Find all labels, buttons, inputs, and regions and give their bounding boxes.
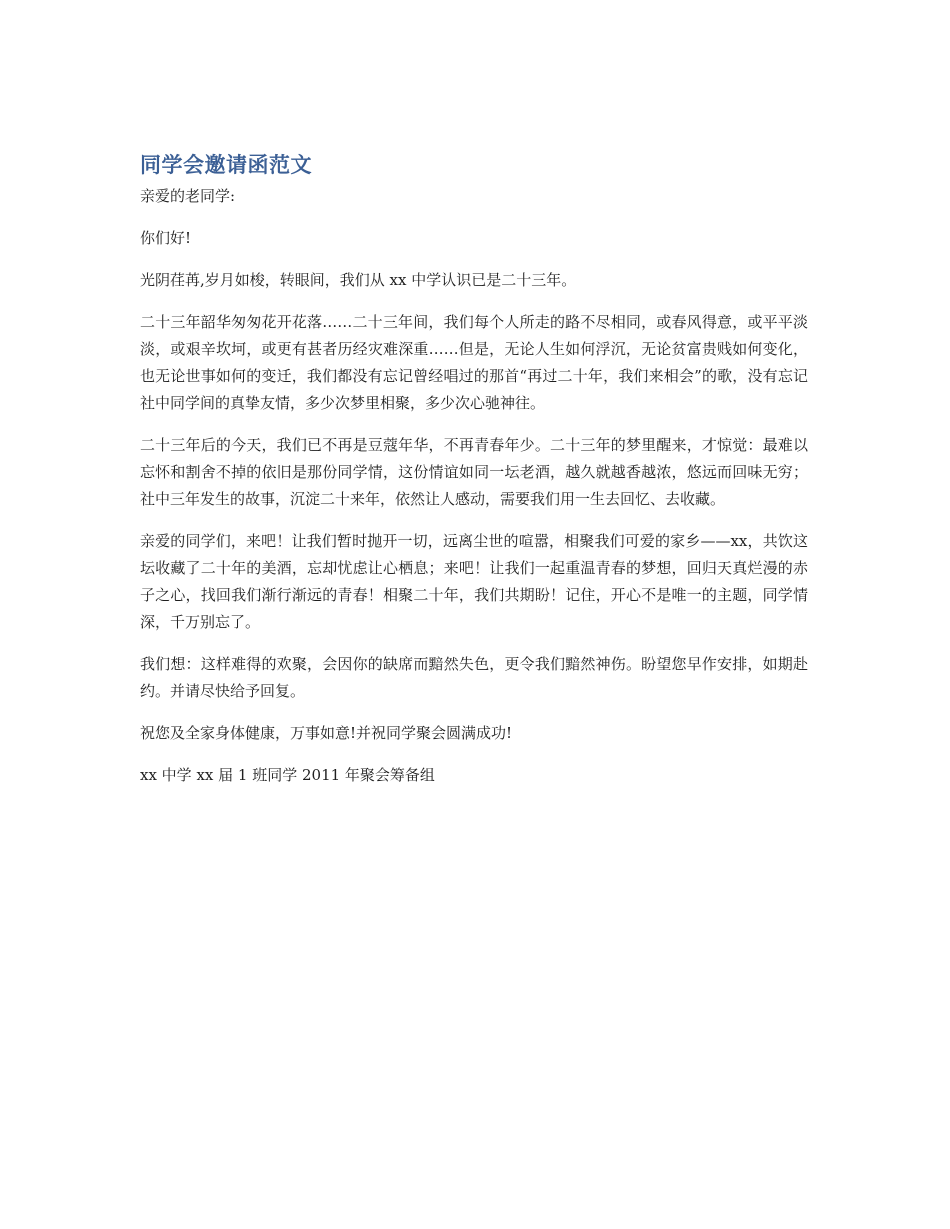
paragraph-today: 二十三年后的今天，我们已不再是豆蔻年华，不再青春年少。二十三年的梦里醒来，才惊觉：最难以忘怀和割舍不掉的依旧是那份同学情，这份情谊如同一坛老酒，越久就越香越浓，悠远而回味无穷；社中三年发生的故事，沉淀二十来年，依然让人感动，需要我们用一生去回忆、去收藏。 bbox=[140, 436, 808, 508]
paragraph-intro: 光阴荏苒,岁月如梭，转眼间，我们从 xx 中学认识已是二十三年。 bbox=[140, 271, 577, 289]
document-body bbox=[140, 151, 808, 789]
paragraph-hello: 你们好! bbox=[140, 229, 192, 247]
signature-line: xx 中学 xx 届 1 班同学 2011 年聚会筹备组 bbox=[140, 766, 435, 784]
paragraph-wishes: 祝您及全家身体健康，万事如意!并祝同学聚会圆满成功! bbox=[140, 724, 513, 742]
document-title: 同学会邀请函范文 bbox=[140, 153, 312, 177]
paragraph-invitation: 亲爱的同学们，来吧！让我们暂时抛开一切，远离尘世的喧嚣，相聚我们可爱的家乡——xx，共饮这坛收藏了二十年的美酒，忘却忧虑让心栖息；来吧！让我们一起重温青春的梦想，回归天真烂漫的赤子之心，找回我们渐行渐远的青春！相聚二十年，我们共期盼！记住，开心不是唯一的主题，同学情深，千万别忘了。 bbox=[140, 532, 808, 631]
greeting-line: 亲爱的老同学: bbox=[140, 187, 236, 205]
paragraph-request: 我们想：这样难得的欢聚，会因你的缺席而黯然失色，更令我们黯然神伤。盼望您早作安排，如期赴约。并请尽快给予回复。 bbox=[140, 655, 808, 700]
paragraph-memories: 二十三年韶华匆匆花开花落……二十三年间，我们每个人所走的路不尽相同，或春风得意，或平平淡淡，或艰辛坎坷，或更有甚者历经灾难深重……但是，无论人生如何浮沉，无论贫富贵贱如何变化，也无论世事如何的变迁，我们都没有忘记曾经唱过的那首“再过二十年，我们来相会”的歌，没有忘记社中同学间的真挚友情，多少次梦里相聚，多少次心驰神往。 bbox=[140, 313, 808, 412]
